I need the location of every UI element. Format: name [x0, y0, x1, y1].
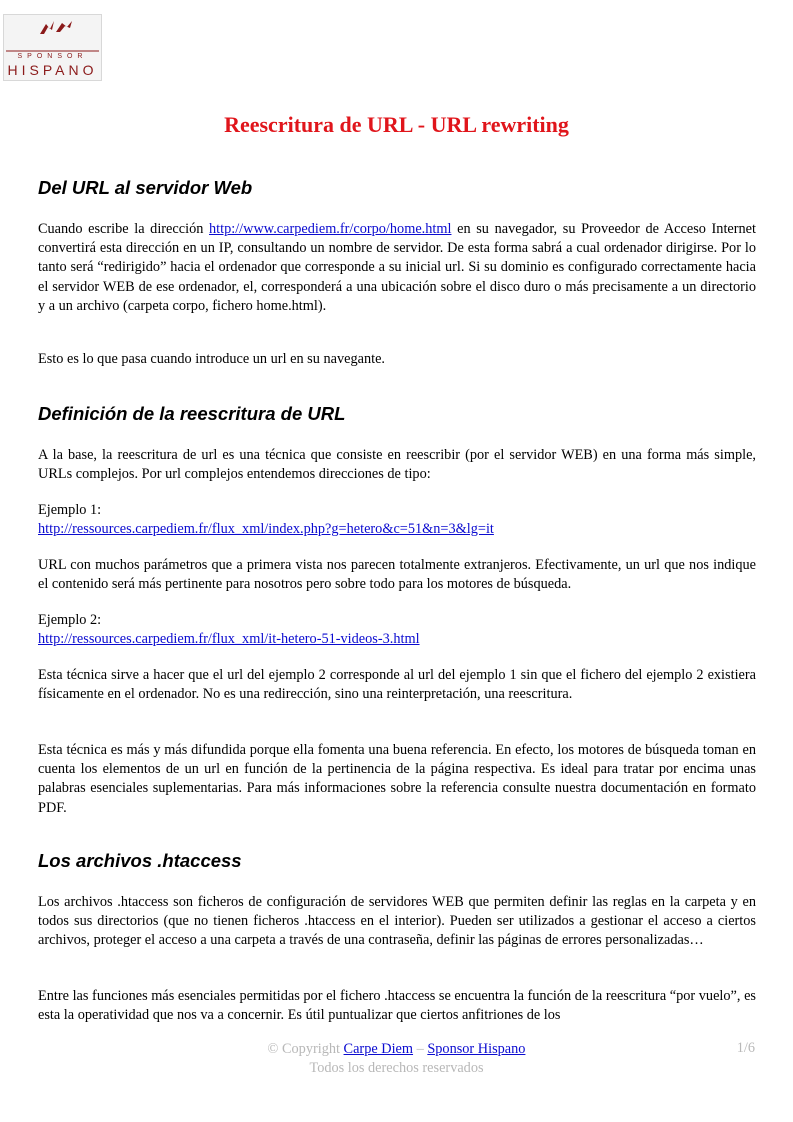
sponsor-hispano-link[interactable]: Sponsor Hispano [427, 1041, 526, 1057]
paragraph: Esto es lo que pasa cuando introduce un url en su navegante. [38, 351, 385, 367]
rights-text: Todos los derechos reservados [309, 1060, 484, 1076]
example-2-link[interactable]: http://ressources.carpediem.fr/flux_xml/it-hetero-51-videos-3.html [38, 631, 420, 648]
paragraph: A la base, la reescritura de url es una técnica que consiste en reescribir (por el servidor WEB) en una forma más simple, URLs complejos. Por url complejos entendemos direcciones de tipo: [38, 447, 756, 483]
paragraph: Los archivos .htaccess son ficheros de configuración de servidores WEB que permiten definir las reglas en la carpeta y en todos sus directorios (que no tienen ficheros .htaccess en el interior). Pueden ser utilizados a gestionar el acceso a ciertos archivos, proteger el acceso a una carpeta a través de una contraseña, definir las páginas de errores personalizadas… [38, 894, 756, 949]
home-url-link[interactable]: http://www.carpediem.fr/corpo/home.html [209, 221, 452, 237]
example-2: Ejemplo 2: http://ressources.carpediem.fr/flux_xml/it-hetero-51-videos-3.html [38, 612, 420, 648]
paragraph: Entre las funciones más esenciales permitidas por el fichero .htaccess se encuentra la función de la reescritura “por vuelo”, es esta la operatividad que nos va a concernir. Es útil puntualizar que ciertos anfitriones de los [38, 988, 756, 1024]
example-1-link[interactable]: http://ressources.carpediem.fr/flux_xml/index.php?g=hetero&c=51&n=3&lg=it [38, 521, 494, 538]
svg-text:HISPANO: HISPANO [7, 62, 98, 78]
page-title: Reescritura de URL - URL rewriting [224, 112, 569, 137]
paragraph: URL con muchos parámetros que a primera vista nos parecen totalmente extranjeros. Efectivamente, un url que nos indique el contenido será más pertinente para nosotros pero sobre todo para los motores de búsqueda. [38, 557, 756, 593]
svg-text:SPONSOR: SPONSOR [17, 53, 88, 60]
section-heading-url-servidor: Del URL al servidor Web [38, 177, 253, 198]
section-heading-htaccess: Los archivos .htaccess [38, 850, 242, 871]
carpe-diem-link[interactable]: Carpe Diem [343, 1041, 414, 1057]
page-number: 1/6 [736, 1040, 755, 1056]
sponsor-hispano-logo [3, 14, 102, 81]
paragraph: Cuando escribe la dirección http://www.carpediem.fr/corpo/home.html en su navegador, su Proveedor de Acceso Internet convertirá esta dirección en un IP, consultando un nombre de servidor. De esta forma sabrá a cual ordenador dirigirse. Por lo tanto será “redirigido” hacia el ordenador que corresponde a su inicial url. Si su dominio es configurado correctamente hacia el servidor WEB de ese ordenador, el, corresponderá a una ubicación sobre el disco duro o más precisamente a un directorio y a un archivo (carpeta corpo, fichero home.html). [38, 221, 756, 314]
page-footer: © Copyright Carpe Diem – Sponsor Hispano Todos los derechos reservados [267, 1041, 526, 1076]
example-1: Ejemplo 1: http://ressources.carpediem.fr/flux_xml/index.php?g=hetero&c=51&n=3&lg=it [38, 502, 494, 538]
paragraph: Esta técnica sirve a hacer que el url del ejemplo 2 corresponde al url del ejemplo 1 sin que el fichero del ejemplo 2 existiera físicamente en el ordenador. No es una redirección, sino una reinterpretación, una reescritura. [38, 667, 756, 703]
section-heading-definicion: Definición de la reescritura de URL [38, 403, 346, 424]
paragraph: Esta técnica es más y más difundida porque ella fomenta una buena referencia. En efecto, los motores de búsqueda toman en cuenta los elementos de un url en función de la pertinencia de la página respectiva. Es ideal para tratar por encima unas palabras esenciales suplementarias. Para más informaciones sobre la referencia consulte nuestra documentación en formato PDF. [38, 742, 756, 816]
